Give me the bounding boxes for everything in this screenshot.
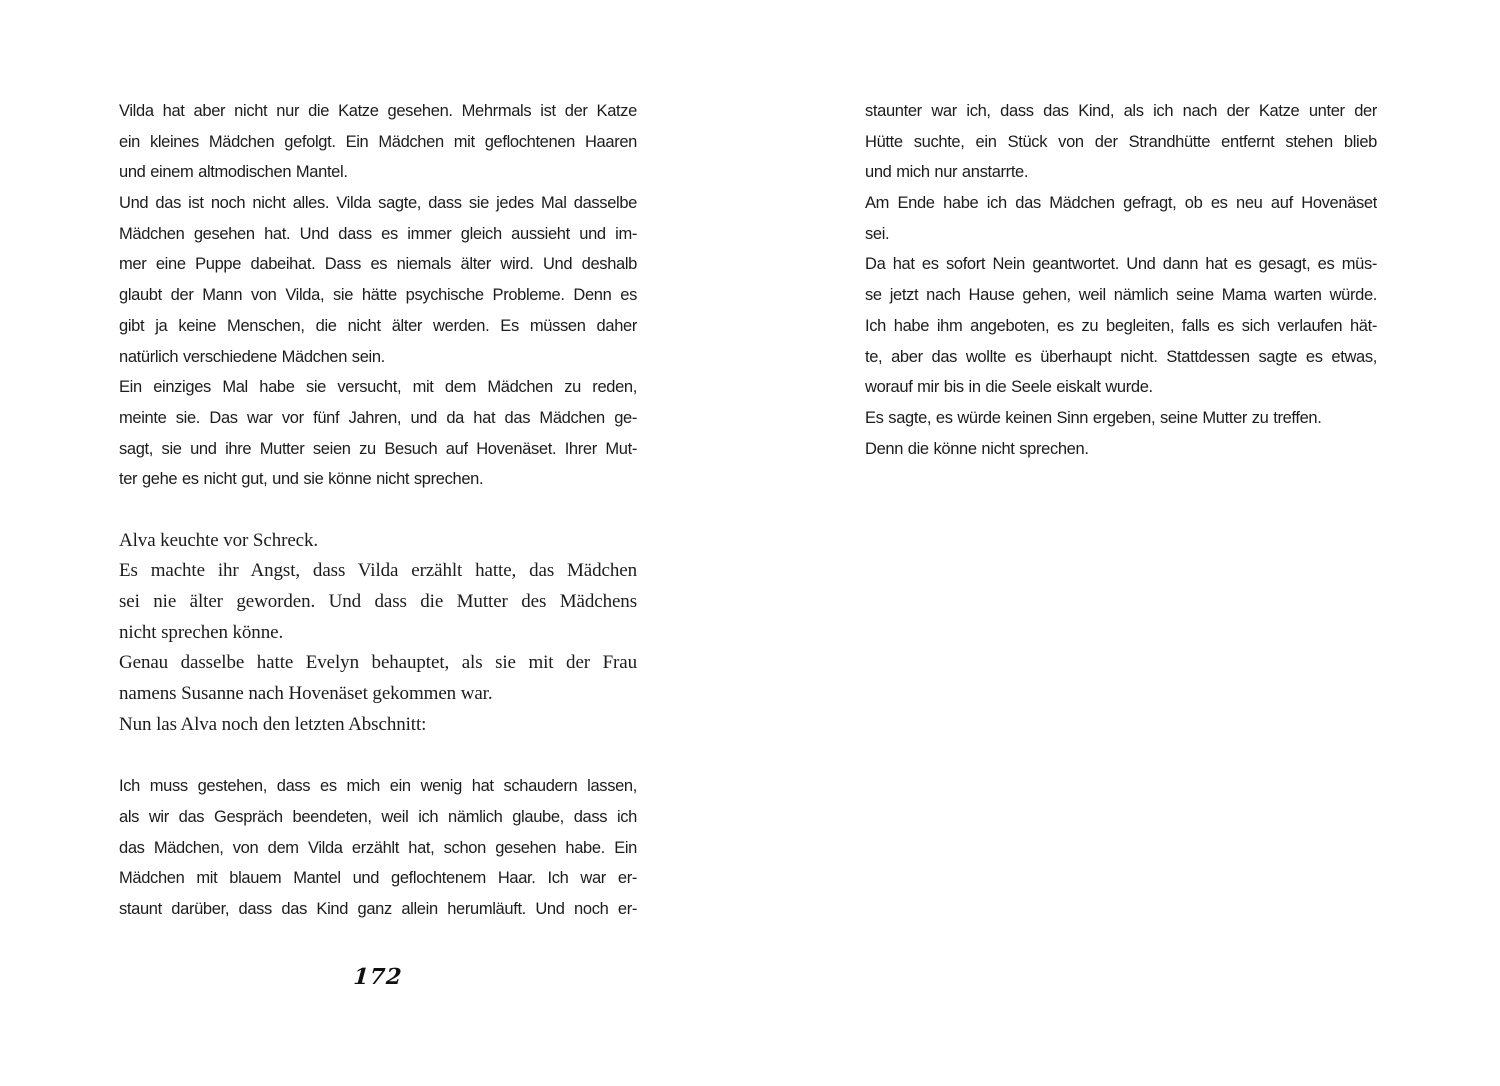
text-group-sans xyxy=(865,96,1377,464)
paragraph xyxy=(119,648,637,709)
page-number: 172 xyxy=(352,964,404,990)
text-line: das Mädchen, von dem Vilda erzählt hat, schon gesehen habe. Ein xyxy=(119,838,637,857)
paragraph xyxy=(119,96,637,188)
paragraph xyxy=(119,771,637,924)
text-line: ein kleines Mädchen gefolgt. Ein Mädchen mit geflochtenen Haaren xyxy=(119,132,637,151)
text-line: Denn die könne nicht sprechen. xyxy=(865,439,1089,458)
text-line: nicht sprechen könne. xyxy=(119,621,284,643)
paragraph xyxy=(119,526,637,557)
text-line: Hütte suchte, ein Stück von der Strandhütte entfernt stehen blieb xyxy=(865,132,1377,151)
paragraph xyxy=(865,188,1377,249)
text-line: Ein einziges Mal habe sie versucht, mit dem Mädchen zu reden, xyxy=(119,378,637,397)
text-line: Ich muss gestehen, dass es mich ein wenig hat schaudern lassen, xyxy=(119,777,637,796)
paragraph xyxy=(119,372,637,495)
text-line: Am Ende habe ich das Mädchen gefragt, ob es neu auf Hovenäset xyxy=(865,194,1377,213)
text-group-sans xyxy=(119,96,637,495)
text-line: Es machte ihr Angst, dass Vilda erzählt hatte, das Mädchen xyxy=(119,560,637,582)
text-line: und einem altmodischen Mantel. xyxy=(119,163,348,182)
paragraph xyxy=(119,556,637,648)
paragraph xyxy=(865,249,1377,402)
text-line: Und das ist noch nicht alles. Vilda sagte, dass sie jedes Mal dasselbe xyxy=(119,194,637,213)
paragraph xyxy=(119,188,637,372)
text-line: Nun las Alva noch den letzten Abschnitt: xyxy=(119,713,427,735)
text-line: Mädchen mit blauem Mantel und geflochtenem Haar. Ich war er- xyxy=(119,869,637,888)
text-line: Ich habe ihm angeboten, es zu begleiten, falls es sich verlaufen hät- xyxy=(865,316,1377,335)
text-line: ter gehe es nicht gut, und sie könne nicht sprechen. xyxy=(119,470,484,489)
paragraph xyxy=(865,96,1377,188)
text-line: namens Susanne nach Hovenäset gekommen war. xyxy=(119,683,493,705)
text-line: sei nie älter geworden. Und dass die Mutter des Mädchens xyxy=(119,591,637,612)
text-line: staunter war ich, dass das Kind, als ich nach der Katze unter der xyxy=(865,102,1377,120)
text-line: Mädchen gesehen hat. Und dass es immer gleich aussieht und im- xyxy=(119,224,637,243)
text-group-serif xyxy=(119,526,637,741)
text-line: sagt, sie und ihre Mutter seien zu Besuch auf Hovenäset. Ihrer Mut- xyxy=(119,439,637,458)
text-group-sans xyxy=(119,771,637,924)
text-line: worauf mir bis in die Seele eiskalt wurde. xyxy=(865,378,1153,397)
right-page-text-column xyxy=(865,96,1377,464)
text-line: sei. xyxy=(865,224,890,243)
text-line: mer eine Puppe dabeihat. Dass es niemals älter wird. Und deshalb xyxy=(119,255,637,274)
text-line: se jetzt nach Hause gehen, weil nämlich seine Mama warten würde. xyxy=(865,286,1377,305)
left-page-text-column xyxy=(119,96,637,925)
text-line: te, aber das wollte es überhaupt nicht. Stattdessen sagte es etwas, xyxy=(865,347,1377,366)
text-line: Vilda hat aber nicht nur die Katze gesehen. Mehrmals ist der Katze xyxy=(119,102,637,120)
text-line: staunt darüber, dass das Kind ganz allein herumläuft. Und noch er- xyxy=(119,899,637,918)
text-line: Alva keuchte vor Schreck. xyxy=(119,529,319,551)
text-line: Da hat es sofort Nein geantwortet. Und dann hat es gesagt, es müs- xyxy=(865,255,1377,274)
text-line: natürlich verschiedene Mädchen sein. xyxy=(119,347,385,366)
text-line: Genau dasselbe hatte Evelyn behauptet, als sie mit der Frau xyxy=(119,652,637,674)
text-line: meinte sie. Das war vor fünf Jahren, und da hat das Mädchen ge- xyxy=(119,408,637,427)
text-line: glaubt der Mann von Vilda, sie hätte psychische Probleme. Denn es xyxy=(119,286,637,305)
text-line: Es sagte, es würde keinen Sinn ergeben, seine Mutter zu treffen. xyxy=(865,408,1322,427)
text-line: gibt ja keine Menschen, die nicht älter werden. Es müssen daher xyxy=(119,316,637,335)
paragraph xyxy=(865,403,1377,434)
paragraph xyxy=(119,710,637,741)
text-line: als wir das Gespräch beendeten, weil ich nämlich glaube, dass ich xyxy=(119,807,637,826)
paragraph xyxy=(865,434,1377,465)
text-line: und mich nur anstarrte. xyxy=(865,163,1029,182)
